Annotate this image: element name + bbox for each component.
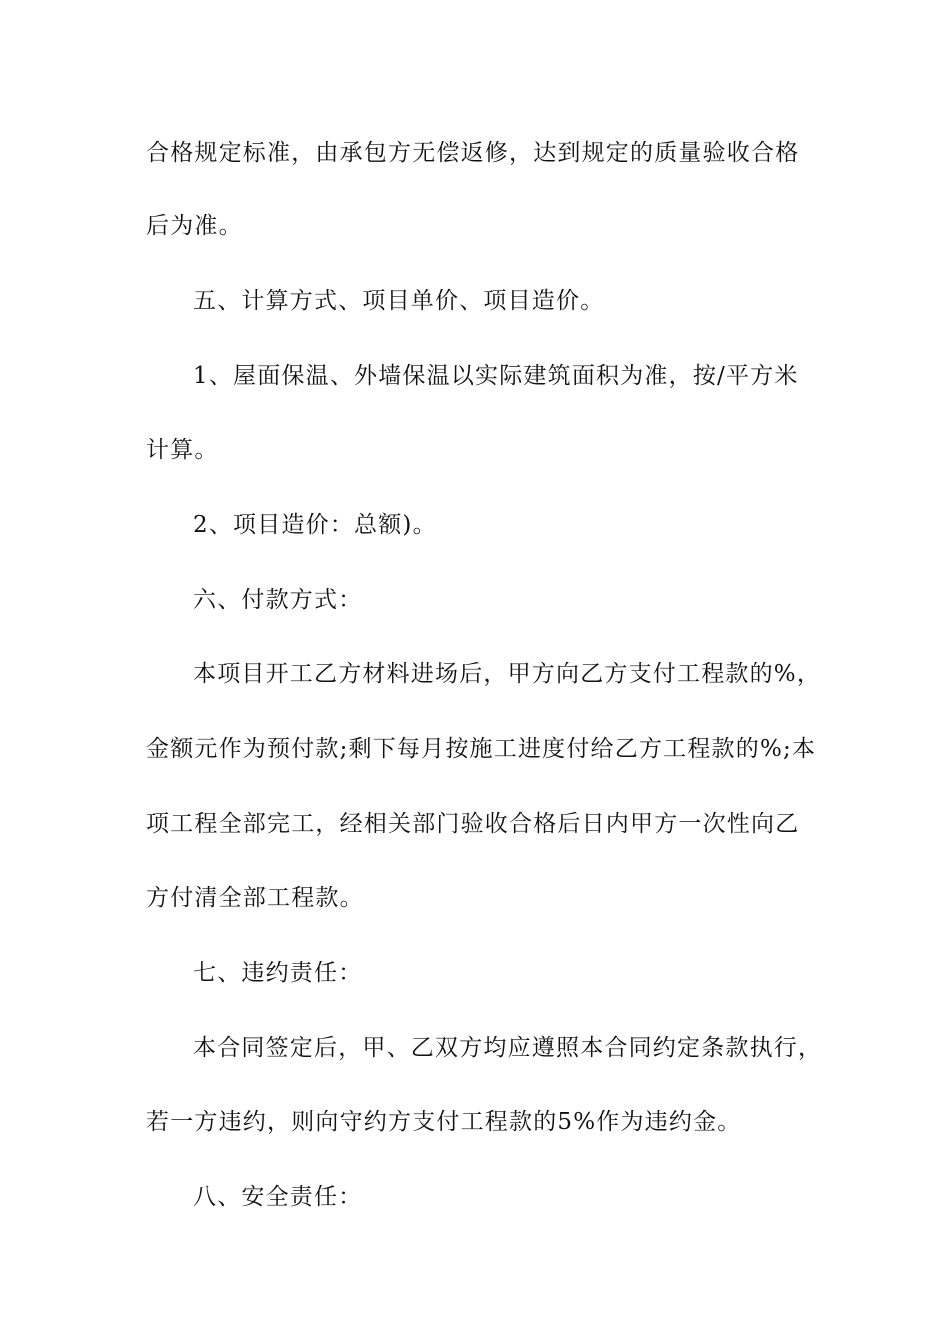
paragraph-line: 后为准。 <box>146 213 243 239</box>
paragraph-line: 金额元作为预付款;剩下每月按施工进度付给乙方工程款的%;本 <box>146 736 817 762</box>
paragraph-line: 计算。 <box>146 437 219 463</box>
paragraph-line: 2、项目造价：总额)。 <box>193 512 437 538</box>
section-heading: 五、计算方式、项目单价、项目造价。 <box>193 288 605 314</box>
paragraph-line: 合格规定标准，由承包方无偿返修，达到规定的质量验收合格 <box>146 140 800 166</box>
paragraph-line: 1、屋面保温、外墙保温以实际建筑面积为准，按/平方米 <box>193 363 799 389</box>
paragraph-line: 方付清全部工程款。 <box>146 885 364 911</box>
section-heading: 六、付款方式： <box>193 587 363 613</box>
section-heading: 七、违约责任： <box>193 960 363 986</box>
section-heading: 八、安全责任： <box>193 1184 363 1210</box>
paragraph-line: 本项目开工乙方材料进场后，甲方向乙方支付工程款的%， <box>193 661 822 687</box>
paragraph-line: 若一方违约，则向守约方支付工程款的5%作为违约金。 <box>146 1109 742 1135</box>
paragraph-line: 本合同签定后，甲、乙双方均应遵照本合同约定条款执行， <box>193 1035 823 1061</box>
paragraph-line: 项工程全部完工，经相关部门验收合格后日内甲方一次性向乙 <box>146 811 800 837</box>
